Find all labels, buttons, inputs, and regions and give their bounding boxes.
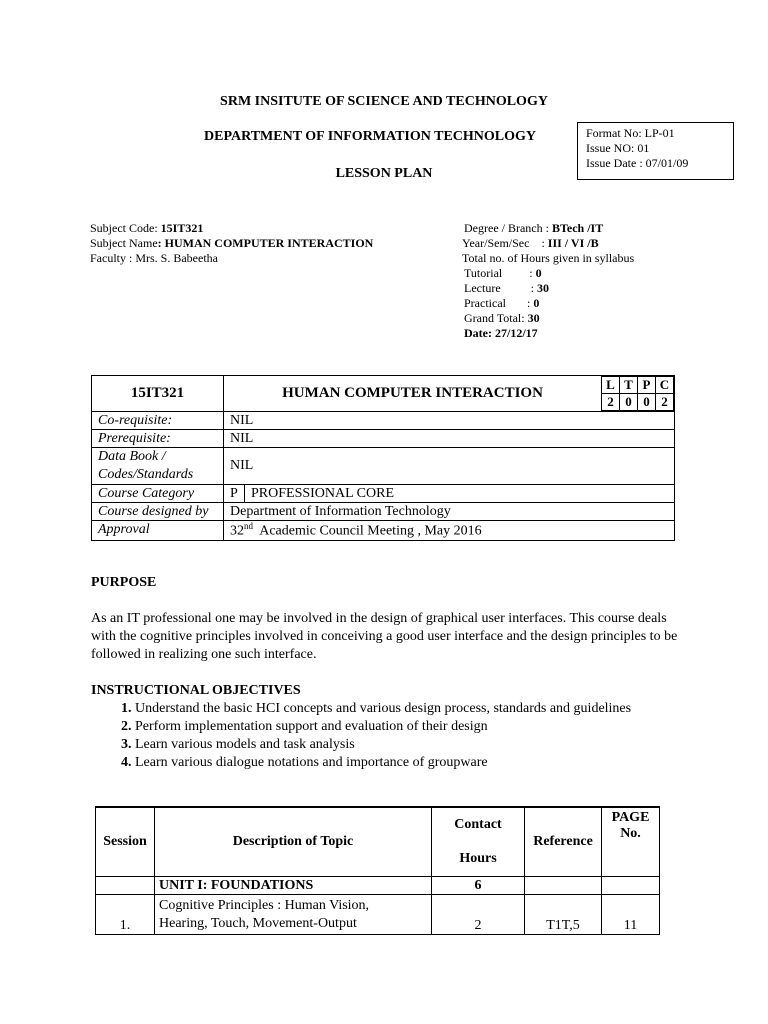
year-line [462,236,599,251]
tutorial-label: Tutorial : [464,266,536,280]
ltpc-head-l: L [602,377,620,394]
degree-label: Degree / Branch : [464,221,552,235]
grand-total-value: 30 [527,311,540,325]
ltpc-head-c: C [656,377,674,394]
designed-value: Department of Information Technology [224,503,675,521]
contact-header-line2: Hours [459,851,497,866]
ltpc-head-p: P [638,377,656,394]
prereq-value: NIL [224,430,675,448]
coreq-value: NIL [224,412,675,430]
year-label: Year/Sem/Sec : [462,236,548,250]
grand-total-line [464,311,540,326]
department-name: DEPARTMENT OF INFORMATION TECHNOLOGY [204,129,537,144]
objectives-list [91,700,735,772]
format-box [577,122,734,180]
schedule-table [95,806,660,935]
institute-name: SRM INSITUTE OF SCIENCE AND TECHNOLOGY [220,94,548,109]
unit-title: UNIT I: FOUNDATIONS [155,877,432,895]
approval-value [224,521,675,541]
practical-label: Practical : [464,296,534,310]
databook-value: NIL [224,448,675,485]
category-value: PROFESSIONAL CORE [245,485,675,503]
year-value: III / VI /B [547,236,599,250]
session-hours: 2 [432,895,525,935]
issue-date: Issue Date : 07/01/09 [586,156,689,170]
issue-no: Issue NO: 01 [586,141,650,155]
reference-header: Reference [525,807,602,877]
unit-page-cell [602,877,660,895]
unit-session-cell [96,877,155,895]
page-header: PAGE No. [602,807,660,877]
objective-item: 1. Understand the basic HCI concepts and various design process, standards and guidelines [135,700,735,718]
lecture-line [464,281,549,296]
databook-label-line1: Data Book / [98,449,166,464]
category-code: P [224,485,245,503]
tutorial-line [464,266,542,281]
subject-name-value: : HUMAN COMPUTER INTERACTION [157,236,374,250]
practical-value: 0 [533,296,540,310]
prereq-label: Prerequisite: [92,430,224,448]
session-number: 1. [96,895,155,935]
designed-label: Course designed by [92,503,224,521]
subject-name-line [90,236,373,251]
topic-line1: Cognitive Principles : Human Vision, [159,897,370,913]
unit-reference-cell [525,877,602,895]
databook-label-line2: Codes/Standards [98,467,194,482]
subject-code-value: 15IT321 [160,221,204,235]
topic-line2: Hearing, Touch, Movement-Output [159,915,357,931]
approval-label: Approval [92,521,224,541]
ltpc-value-l: 2 [602,394,620,411]
approval-number: 32 [230,523,244,539]
ltpc-value-p: 0 [638,394,656,411]
date-line: Date: 27/12/17 [464,326,538,340]
ltpc-value-t: 0 [620,394,638,411]
course-title-text: HUMAN COMPUTER INTERACTION [282,385,543,401]
subject-name-label: Subject Name [90,236,158,250]
lecture-label: Lecture : [464,281,537,295]
lecture-value: 30 [536,281,549,295]
objective-item: 2. Perform implementation support and evaluation of their design [135,718,735,736]
course-code: 15IT321 [92,376,224,412]
format-no: Format No: LP-01 [586,126,675,140]
course-info-table [91,375,675,541]
practical-line [464,296,539,311]
purpose-text: As an IT professional one may be involved in the design of graphical user interfaces. This course deals with the cognitive principles involved in conceiving a good user interface and the design principles to be followed in realizing one such interface. [91,611,678,662]
objectives-heading: INSTRUCTIONAL OBJECTIVES [91,683,301,698]
session-reference: T1T,5 [525,895,602,935]
schedule-wrapper [95,806,675,933]
coreq-label: Co-requisite: [92,412,224,430]
topic-cell [155,895,432,935]
faculty-line: Faculty : Mrs. S. Babeetha [90,251,218,265]
objective-item: 3. Learn various models and task analysis [135,736,735,754]
category-label: Course Category [92,485,224,503]
session-page: 11 [602,895,660,935]
hours-title: Total no. of Hours given in syllabus [462,251,635,265]
contact-hours-header [432,807,525,877]
databook-label [92,448,224,485]
approval-text: Academic Council Meeting , May 2016 [253,523,482,539]
degree-line [464,221,603,236]
purpose-heading: PURPOSE [91,575,157,590]
course-title [224,376,675,412]
ltpc-grid [601,376,674,411]
grand-total-label: Grand Total: [464,311,528,325]
contact-header-line1: Contact [454,817,502,832]
document-title: LESSON PLAN [335,166,433,181]
ltpc-value-c: 2 [656,394,674,411]
ltpc-head-t: T [620,377,638,394]
approval-suffix: nd [244,521,253,531]
subject-code-line [90,221,203,236]
session-header: Session [96,807,155,877]
unit-hours: 6 [432,877,525,895]
tutorial-value: 0 [535,266,542,280]
topic-header: Description of Topic [155,807,432,877]
subject-code-label: Subject Code: [90,221,161,235]
degree-value: BTech /IT [551,221,604,235]
objective-item: 4. Learn various dialogue notations and importance of groupware [135,754,735,772]
